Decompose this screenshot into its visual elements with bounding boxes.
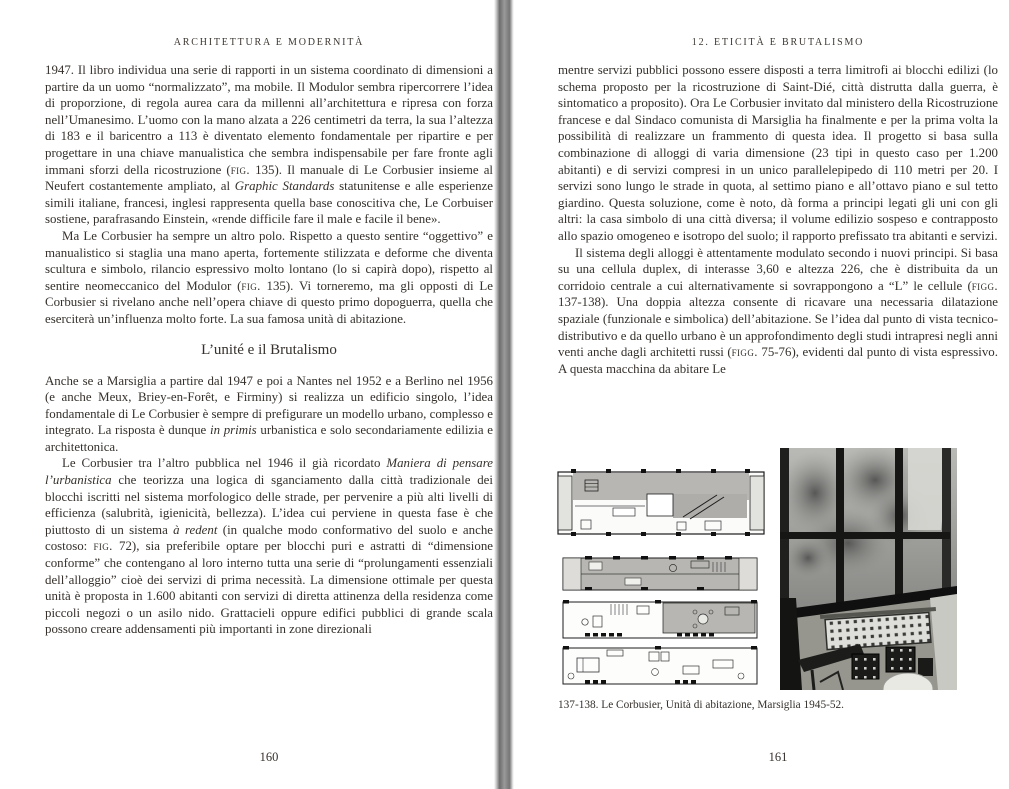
paragraph — [45, 373, 493, 456]
paragraph — [45, 228, 493, 328]
paragraph — [558, 62, 998, 245]
figure-reference: fig. — [230, 162, 251, 177]
page-number-right: 161 — [768, 750, 788, 764]
page-left — [0, 0, 495, 789]
floor-plans-drawing — [555, 462, 767, 690]
figure-reference: fig. — [93, 539, 113, 554]
body-text: Ma Le Corbusier ha sempre un altro polo. Rispetto a questo sentire “oggettivo” e manualistico si staglia una mano aperta, fortemente stilizzata e deforme che diventa scultura e simbolo, rilancio espressivo molto lontano (lo si capirà dopo), rispetto al sentire neomeccanico del Modulor ( — [45, 228, 493, 293]
body-text: 135). Vi torneremo, ma gli opposti di Le Corbusier si rivelano anche nell’opera chiave di questo primo dopoguerra, quella che eserciterà un’influenza molto forte. La sua famosa unità di abitazione. — [45, 278, 493, 326]
body-text: Il sistema degli alloggi è attentamente modulato secondo i nuovi principi. Si basa su una cellula duplex, di interasse 3,60 e altezza 226, che è distribuita da un corridoio centrale a cui alternativamente si sovrappongono a “L” le cellule ( — [558, 245, 998, 293]
body-text: Le Corbusier tra l’altro pubblica nel 1946 il già ricordato — [62, 456, 387, 471]
page-right — [514, 0, 1009, 789]
body-text: che teorizza una logica di sganciamento dalla città tradizionale dei blocchi iscritti nel sistema morfologico delle strade, per pervenire a più alti livelli di efficienza (salubrità, igienicità, bellezza). L’idea cui perviene in questa fase è che piuttosto di un sistema — [45, 473, 493, 537]
interior-photo-figure — [780, 448, 957, 690]
figure-caption: 137-138. Le Corbusier, Unità di abitazione, Marsiglia 1945-52. — [558, 699, 844, 711]
figure-reference: figg. — [971, 278, 998, 293]
paragraph — [45, 455, 493, 638]
running-head-right: 12. ETICITÀ E BRUTALISMO — [691, 37, 865, 48]
body-text: 72), sia preferibile optare per blocchi puri e astratti di “dimensione conforme” che contengano al loro interno tutta una serie di “prolungamenti essenziali dell’alloggio” cioè dei servizi di prima necessità. La dimensione ottimale per questa unità è proposta in 1.600 abitanti con servizi di diretta attinenza della residenza come piccoli negozi o un asilo nido. Grattacieli oppure edifici pubblici di grande scala possono creare addensamenti più importanti in zone direzionali — [45, 539, 493, 637]
paragraph — [558, 245, 998, 378]
italic-text: à redent — [173, 522, 218, 537]
floor-plans-figure — [555, 462, 767, 690]
text-column-left — [45, 62, 493, 638]
text-column-right — [558, 62, 998, 377]
figure-reference: figg. — [731, 345, 758, 360]
figure-reference: fig. — [241, 278, 261, 293]
italic-text: in primis — [209, 423, 257, 438]
body-text: 1947. Il libro individua una serie di rapporti in un sistema coordinato di dimensioni a partire da un uomo “normalizzato”, ma mobile. Il Modulor sembra ripercorrere l’idea di proporzione, di regola aurea cara da millenni all’architettura e ripresa con forza nell’Umanesimo. L’uomo con la mano alzata a 226 centimetri da terra, la sua l’altezza di 183 e il baricentro a 113 è diventato elemento fondamentale per ripartire e per progettare in una chiave manualistica che sembra indispensabile per fare fronte agli immani sforzi della ricostruzione ( — [45, 63, 493, 177]
italic-text: Graphic Standards — [234, 179, 335, 194]
body-text: Anche se a Marsiglia a partire dal 1947 e poi a Nantes nel 1952 e a Berlino nel 1956 (e anche Meux, Briey-en-Forêt, e Firminy) si realizza un edificio singolo, l’idea fondamentale di Le Corbusier è sempre di prefigurare un modello urbano, complesso e integrato. La risposta è dunque — [45, 373, 493, 438]
italic-text: Maniera di pensare l’urbanistica — [45, 456, 494, 488]
body-text: 135). Il manuale di Le Corbusier insieme al Neufert costantemente ampliato, al — [45, 162, 493, 194]
body-text: 75-76), evidenti dal punto di vista espressivo. A questa macchina da abitare Le — [558, 345, 998, 376]
body-text: urbanistica e solo secondariamente edilizia e architettonica. — [45, 423, 493, 454]
running-head-left: ARCHITETTURA E MODERNITÀ — [173, 37, 365, 48]
page-number-left: 160 — [259, 750, 279, 764]
page-gutter — [494, 0, 514, 789]
interior-photo-image — [780, 448, 957, 690]
body-text: mentre servizi pubblici possono essere disposti a terra limitrofi ai blocchi edilizi (lo schema proposto per la ricostruzione di Saint-Dié, città distrutta dalla guerra, è sintomatico a proposito). Ora Le Corbusier invitato dal ministero della Ricostruzione francese e dal Sindaco comunista di Marsiglia ha finalmente e per la prima volta la possibilità di realizzare un frammento di questa idea. Il progetto si basa sulla combinazione di alloggi di varia dimensione (23 tipi in questo caso per 1.200 abitanti) e di servizi compresi in un unico parallelepipedo di 110 metri per 20. I servizi sono lungo le strade in quota, al settimo piano e all’ottavo piano e sul tetto giardino. Questa soluzione, come è noto, dà forma a principi legati gli uni con gli altri: la casa simbolo di una città diversa; il volume edilizio sospeso e contrapposto allo spazio omogeneo e isotropo del suolo; il rapporto prefissato tra abitanti e servizi. — [558, 63, 998, 243]
paragraph — [45, 62, 493, 228]
body-text: statunitense e alle esperienze simili italiane, francesi, inglesi rappresenta quella base conoscitiva che, Le Corbuiser sostiene, parafrasando Einstein, «rende difficile fare il male e facile il bene». — [45, 179, 493, 227]
body-text: (in qualche modo conformativo del suolo e anche costoso: — [45, 522, 493, 554]
section-heading: L’unité e il Brutalismo — [201, 341, 337, 358]
body-text: 137-138). Una doppia altezza consente di ricavare una necessaria dilatazione spaziale (funzionale e simbolica) dell’abitazione. Se l’idea dal punto di vista tecnico-distributivo e da quello urbano è un approfondimento degli studi intrapresi negli anni venti anche dagli architetti russi ( — [558, 295, 998, 360]
